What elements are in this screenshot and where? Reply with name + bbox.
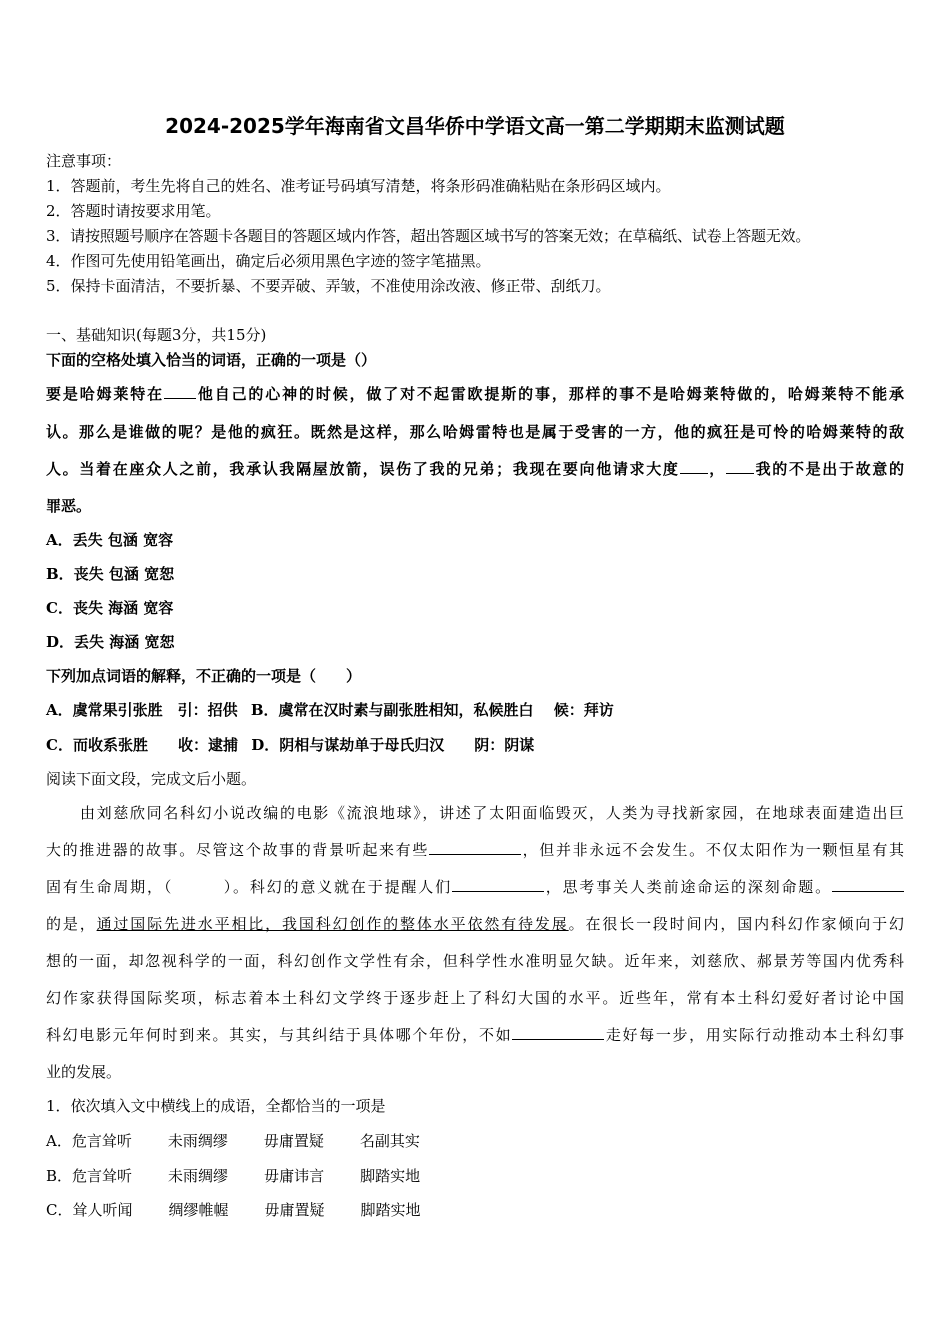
- reading-line: 由刘慈欣同名科幻小说改编的电影《流浪地球》，讲述了太阳面临毁灭，人类为寻找新家园，在地球表面建造出巨: [80, 804, 904, 822]
- passage-line: 人。当着在座众人之前，我承认我隔屋放箭，误伤了我的兄弟；我现在要向他请求大度 ， 我的不是出于故意的: [46, 460, 904, 478]
- option-d: D．丢失 海涵 宽恕: [46, 633, 175, 651]
- option-b: B．危言耸听 未雨绸缪 毋庸讳言 脚踏实地: [46, 1167, 421, 1185]
- answer-blank: [680, 459, 708, 474]
- reading-line: 想的一面，却忽视科学的一面，科幻创作文学性有余，但科学性水准明显欠缺。近年来，刘慈欣、郝景芳等国内优秀科: [46, 952, 904, 970]
- answer-blank: [164, 384, 196, 399]
- option-b: B．丧失 包涵 宽恕: [46, 565, 175, 583]
- reading-line: 幻作家获得国际奖项，标志着本土科幻文学终于逐步赶上了科幻大国的水平。近些年，常有本土科幻爱好者讨论中国: [46, 989, 904, 1007]
- option-a: A．丢失 包涵 宽容: [46, 531, 174, 549]
- question-stem: 下面的空格处填入恰当的词语，正确的一项是（）: [46, 351, 377, 369]
- reading-line: 业的发展。: [46, 1063, 122, 1081]
- reading-intro: 阅读下面文段，完成文后小题。: [46, 770, 257, 788]
- answer-blank: [512, 1025, 604, 1040]
- option-a: A．危言耸听 未雨绸缪 毋庸置疑 名副其实: [46, 1132, 420, 1150]
- option-row: C．而收系张胜 收：逮捕 D．阴相与谋劫单于母氏归汉 阴：阴谋: [46, 736, 535, 754]
- option-c: C．耸人听闻 绸缪帷幄 毋庸置疑 脚踏实地: [46, 1201, 421, 1219]
- question-stem: 1．依次填入文中横线上的成语，全都恰当的一项是: [46, 1097, 386, 1115]
- page-title: 2024-2025学年海南省文昌华侨中学语文高一第二学期期末监测试题: [165, 114, 785, 138]
- reading-line: 大的推进器的故事。尽管这个故事的背景听起来有些 ，但并非永远不会发生。不仅太阳作为一颗恒星有其: [46, 841, 904, 859]
- reading-line: 科幻电影元年何时到来。其实，与其纠结于具体哪个年份，不如 走好每一步，用实际行动推动本土科幻事: [46, 1026, 904, 1044]
- notice-item: 5．保持卡面清洁，不要折暴、不要弄破、弄皱，不准使用涂改液、修正带、刮纸刀。: [46, 277, 611, 295]
- answer-blank: [429, 840, 521, 855]
- reading-line: 的是，通过国际先进水平相比，我国科幻创作的整体水平依然有待发展。在很长一段时间内，国内科幻作家倾向于幻: [46, 915, 904, 933]
- notice-item: 1．答题前，考生先将自己的姓名、准考证号码填写清楚，将条形码准确粘贴在条形码区域内。: [46, 177, 671, 195]
- notice-heading: 注意事项：: [46, 152, 122, 170]
- section-heading: 一、基础知识(每题3分，共15分): [46, 326, 267, 344]
- notice-item: 4．作图可先使用铅笔画出，确定后必须用黑色字迹的签字笔描黑。: [46, 252, 491, 270]
- reading-line: 固有生命周期，（ ）。科幻的意义就在于提醒人们 ，思考事关人类前途命运的深刻命题。: [46, 876, 904, 898]
- option-row: A．虞常果引张胜 引：招供 B．虞常在汉时素与副张胜相知，私候胜白 候：拜访: [46, 701, 614, 719]
- answer-blank: [452, 877, 544, 892]
- passage-line: 认。那么是谁做的呢？是他的疯狂。既然是这样，那么哈姆雷特也是属于受害的一方，他的疯狂是可怜的哈姆莱特的敌: [46, 423, 904, 441]
- notice-item: 3．请按照题号顺序在答题卡各题目的答题区域内作答，超出答题区域书写的答案无效；在草稿纸、试卷上答题无效。: [46, 227, 811, 245]
- notice-item: 2．答题时请按要求用笔。: [46, 202, 221, 220]
- passage-line: 罪恶。: [46, 497, 92, 515]
- passage-line: 要是哈姆莱特在 他自己的心神的时候，做了对不起雷欧提斯的事，那样的事不是哈姆莱特做的，哈姆莱特不能承: [46, 385, 904, 403]
- underlined-sentence: 通过国际先进水平相比，我国科幻创作的整体水平依然有待发展: [96, 915, 569, 933]
- answer-blank: [726, 459, 754, 474]
- question-stem: 下列加点词语的解释，不正确的一项是（ ）: [46, 667, 362, 685]
- answer-blank: [832, 877, 904, 892]
- option-c: C．丧失 海涵 宽容: [46, 599, 174, 617]
